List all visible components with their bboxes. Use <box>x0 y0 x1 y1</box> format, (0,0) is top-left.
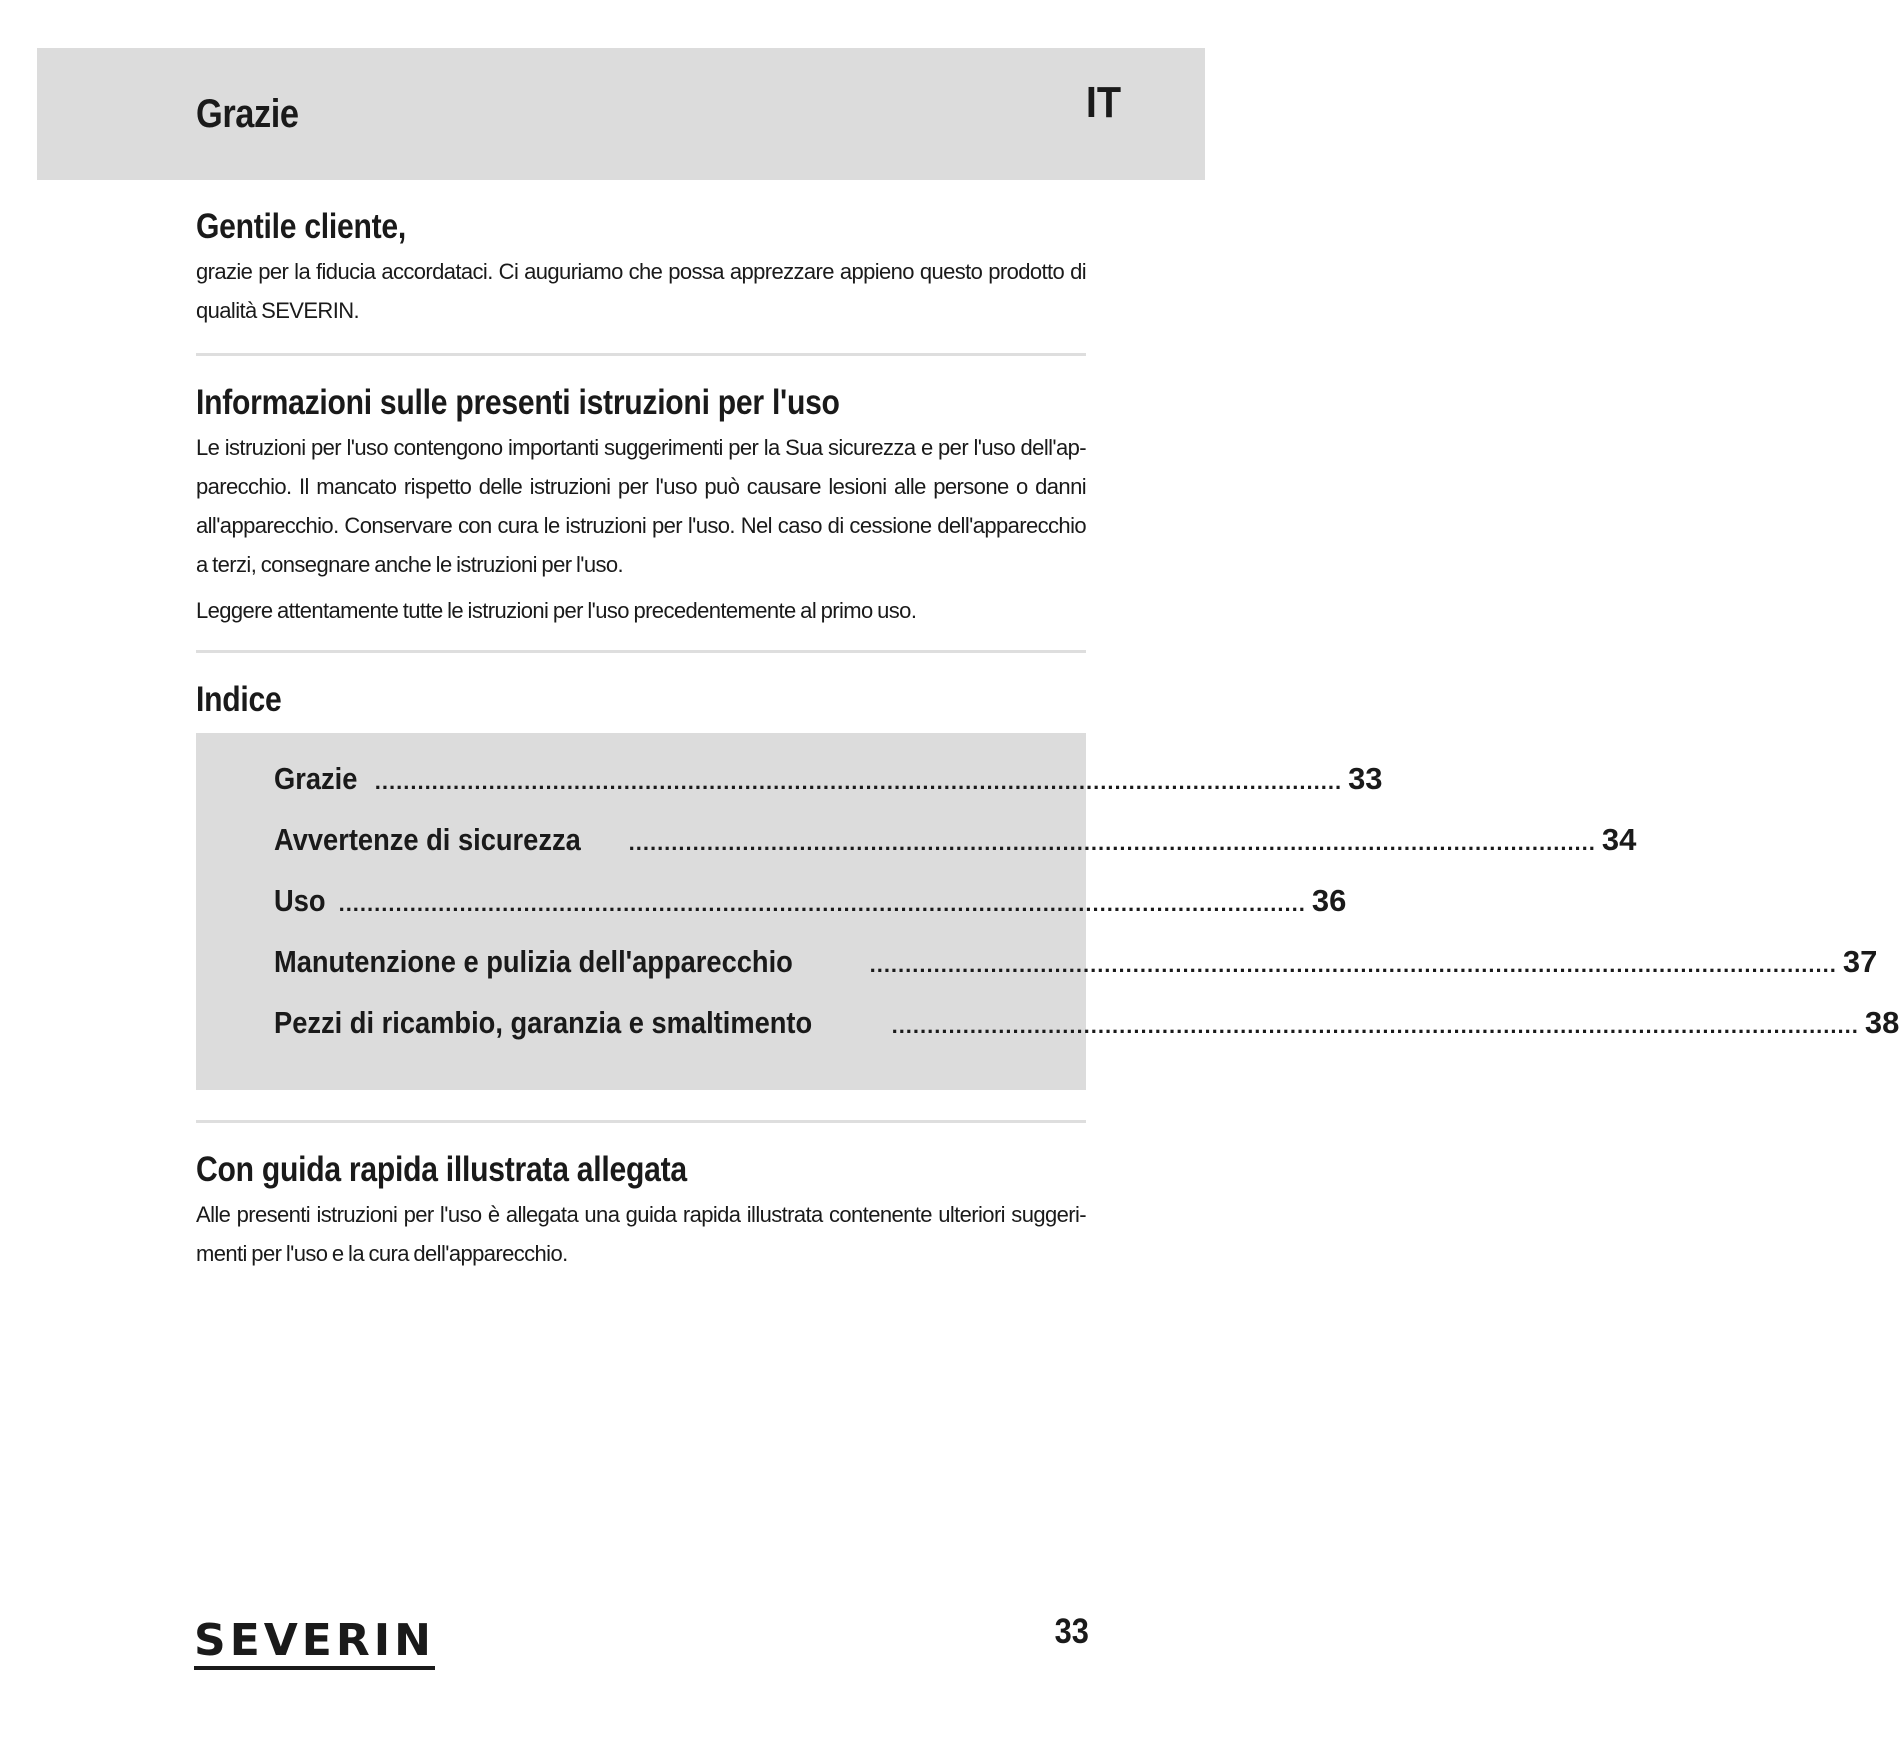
dot-leader: ........................................................................................................................................ <box>374 769 1343 794</box>
index-entry[interactable] <box>274 944 1878 984</box>
index-entry-title: Avvertenze di sicurezza <box>274 822 581 857</box>
dot-leader: ........................................................................................................................................ <box>338 891 1306 916</box>
dot-leader: ........................................................................................................................................ <box>628 830 1596 855</box>
quick-guide-section <box>196 1123 1086 1273</box>
index-entry[interactable] <box>274 883 1347 923</box>
language-code: IT <box>1085 78 1121 127</box>
page-title: Grazie <box>196 92 299 136</box>
instructions-info-heading: Informazioni sulle presenti istruzioni per l'uso <box>196 383 840 422</box>
index-box <box>196 733 1899 1090</box>
instructions-info-paragraph: Le istruzioni per l'uso contengono importanti suggerimenti per la Sua sicurezza e per l'uso dell'ap-parecchio. Il mancato rispetto delle istruzioni per l'uso può causare lesioni alle persone o danni all'apparecchio. Conservare con cura le istruzioni per l'uso. Nel caso di cessione dell'apparecchio a terzi, consegnare anche le istruzioni per l'uso. <box>196 435 1086 577</box>
index-entry-page: 33 <box>1348 761 1383 796</box>
dot-leader: ........................................................................................................................................ <box>891 1013 1859 1038</box>
dot-leader: ........................................................................................................................................ <box>869 952 1837 977</box>
index-section <box>196 653 1899 1090</box>
index-entry-page: 38 <box>1864 1005 1899 1040</box>
instructions-info-section <box>196 356 1086 630</box>
index-entry[interactable] <box>274 822 1637 862</box>
index-entry-page: 34 <box>1601 822 1637 857</box>
greeting-paragraph: grazie per la fiducia accordataci. Ci auguriamo che possa apprezzare appieno questo prodotto di qualità SEVERIN. <box>196 259 1086 323</box>
index-entry-title: Grazie <box>274 761 358 796</box>
greeting-heading: Gentile cliente, <box>196 207 406 246</box>
index-heading: Indice <box>196 680 282 719</box>
index-entry-title: Uso <box>274 883 326 918</box>
index-entry-title: Manutenzione e pulizia dell'apparecchio <box>274 944 793 979</box>
quick-guide-heading: Con guida rapida illustrata allegata <box>196 1150 687 1189</box>
greeting-section <box>196 180 1086 330</box>
index-entry[interactable] <box>274 761 1383 801</box>
quick-guide-paragraph: Alle presenti istruzioni per l'uso è allegata una guida rapida illustrata contenente ulteriori suggeri-menti per l'uso e la cura dell'apparecchio. <box>196 1202 1086 1266</box>
severin-logo: SEVERIN <box>194 1617 435 1670</box>
index-entry[interactable] <box>274 1005 1899 1045</box>
instructions-info-paragraph-2: Leggere attentamente tutte le istruzioni per l'uso precedentemente al primo uso. <box>196 598 917 623</box>
header-band <box>37 48 1205 180</box>
page-number: 33 <box>1054 1612 1089 1651</box>
index-entry-page: 37 <box>1842 944 1878 979</box>
main-content <box>196 180 1899 1273</box>
index-entry-title: Pezzi di ricambio, garanzia e smaltimento <box>274 1005 813 1040</box>
index-entry-page: 36 <box>1311 883 1347 918</box>
